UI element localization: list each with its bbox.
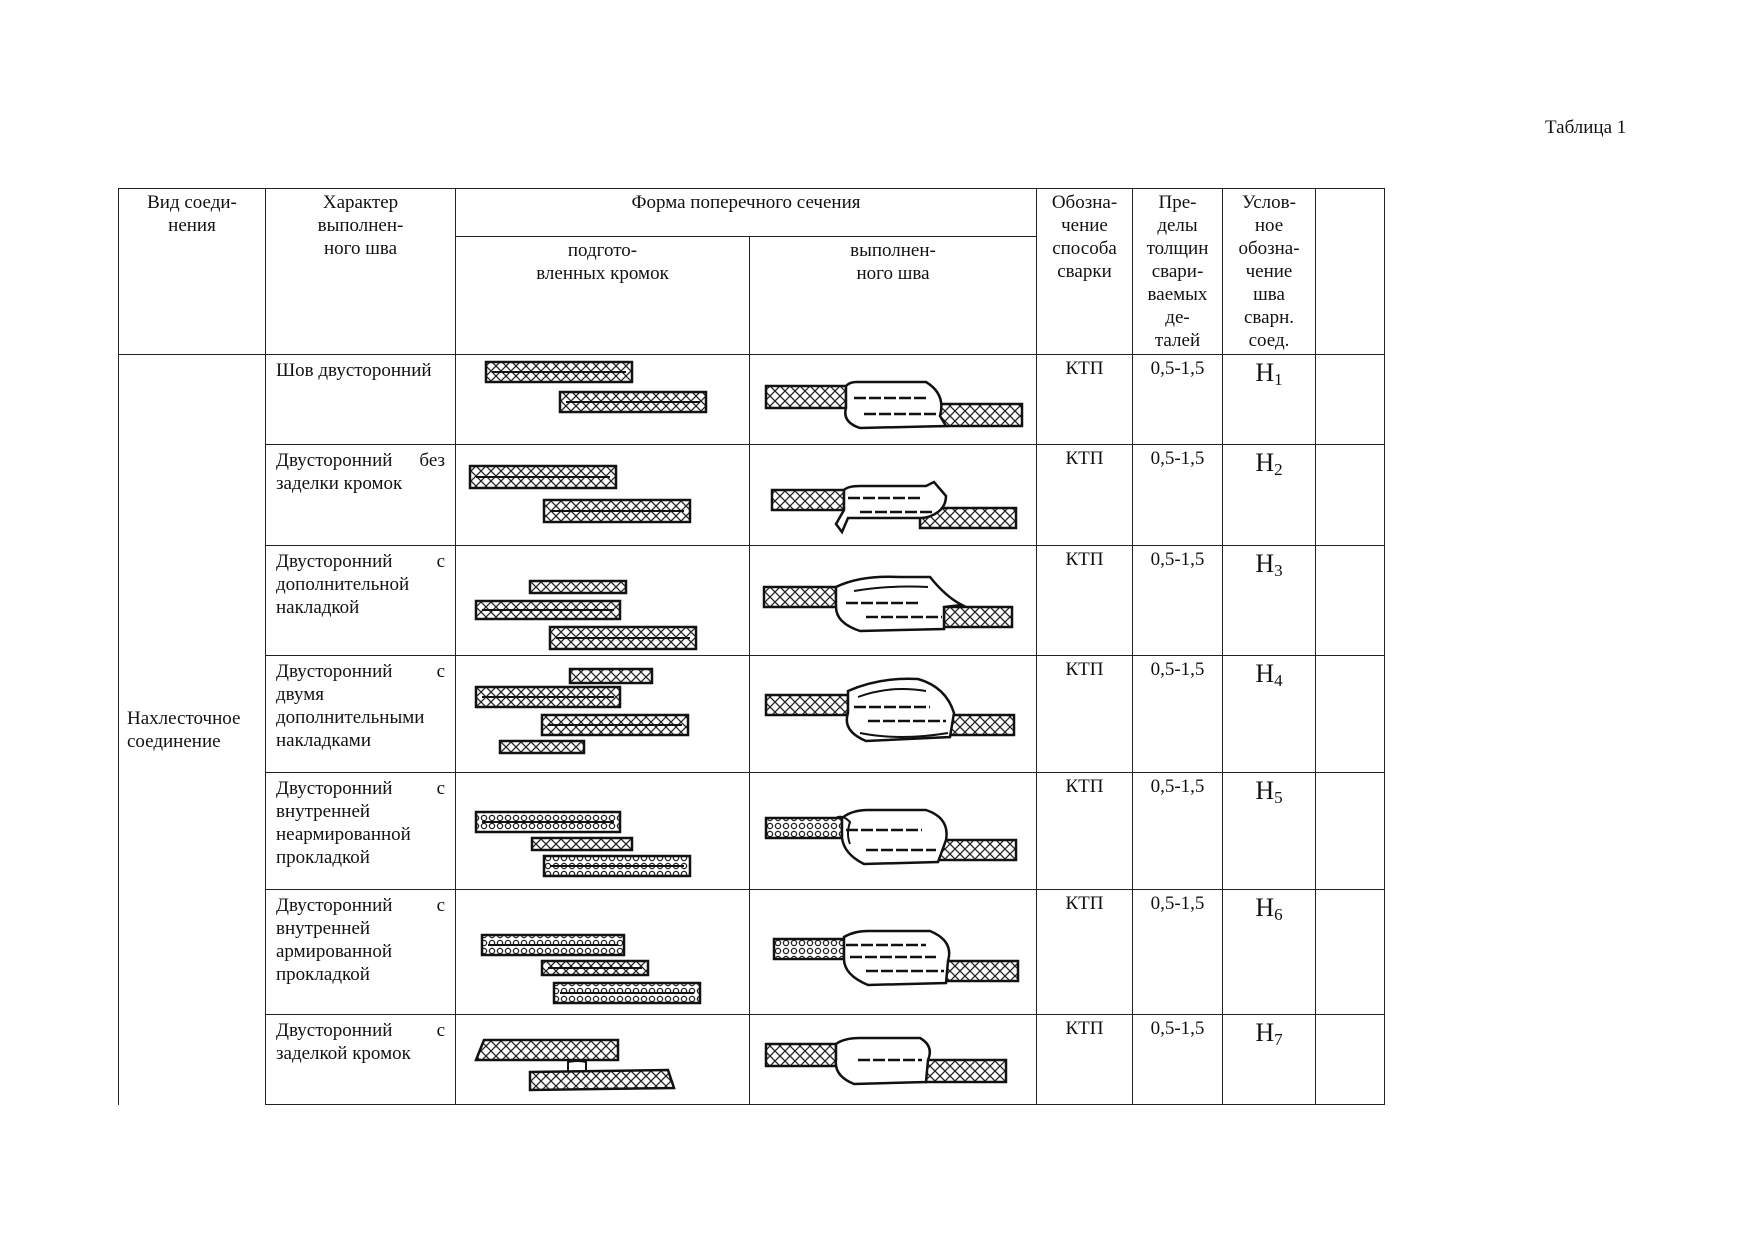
seam-symbol: $Н_7$ <box>1223 1015 1316 1105</box>
prepared-edges-drawing <box>456 546 750 656</box>
empty-cell <box>1316 773 1385 890</box>
header-finished-seam: выполнен- ного шва <box>750 237 1037 355</box>
method-cell: КТП <box>1037 656 1133 773</box>
finished-seam-drawing <box>750 355 1037 445</box>
table-row <box>119 546 1385 656</box>
thickness-range-cell: 0,5-1,5 <box>1133 445 1223 546</box>
header-method: Обозна- чение способа сварки <box>1037 189 1133 355</box>
seam-nature: Двусторонний с дополнительной накладкой <box>266 546 456 656</box>
empty-cell <box>1316 445 1385 546</box>
table-row <box>119 1015 1385 1105</box>
empty-cell <box>1316 656 1385 773</box>
thickness-range-cell: 0,5-1,5 <box>1133 546 1223 656</box>
thickness-range-cell: 0,5-1,5 <box>1133 890 1223 1015</box>
header-empty <box>1316 189 1385 355</box>
header-thickness: Пре- делы толщин свари- ваемых де- талей <box>1133 189 1223 355</box>
finished-seam-drawing <box>750 773 1037 890</box>
header-joint-type: Вид соеди- нения <box>119 189 266 355</box>
finished-seam-drawing <box>750 445 1037 546</box>
seam-nature: Двусторонний без заделки кромок <box>266 445 456 546</box>
seam-symbol: $Н_1$ <box>1223 355 1316 445</box>
prepared-edges-drawing <box>456 1015 750 1105</box>
empty-cell <box>1316 1015 1385 1105</box>
header-seam-nature: Характер выполнен- ного шва <box>266 189 456 355</box>
method-cell: КТП <box>1037 546 1133 656</box>
table-row <box>119 890 1385 1015</box>
finished-seam-drawing <box>750 1015 1037 1105</box>
prepared-edges-drawing <box>456 355 750 445</box>
seam-nature: Двусторонний с двумя дополнительными накладками <box>266 656 456 773</box>
finished-seam-drawing <box>750 546 1037 656</box>
seam-symbol: $Н_5$ <box>1223 773 1316 890</box>
empty-cell <box>1316 546 1385 656</box>
finished-seam-drawing <box>750 890 1037 1015</box>
table-caption: Таблица 1 <box>1545 117 1627 138</box>
seam-nature: Двусторонний с заделкой кромок <box>266 1015 456 1105</box>
table-row <box>119 656 1385 773</box>
welding-joints-table <box>118 188 1385 1105</box>
prepared-edges-drawing <box>456 445 750 546</box>
thickness-range-cell: 0,5-1,5 <box>1133 1015 1223 1105</box>
prepared-edges-drawing <box>456 656 750 773</box>
empty-cell <box>1316 355 1385 445</box>
seam-symbol: $Н_3$ <box>1223 546 1316 656</box>
method-cell: КТП <box>1037 890 1133 1015</box>
thickness-range-cell: 0,5-1,5 <box>1133 355 1223 445</box>
method-cell: КТП <box>1037 1015 1133 1105</box>
seam-symbol: $Н_6$ <box>1223 890 1316 1015</box>
method-cell: КТП <box>1037 445 1133 546</box>
joint-kind: Нахлесточное соединение <box>119 355 266 1105</box>
seam-nature: Шов двусторонний <box>266 355 456 445</box>
seam-nature: Двусторонний с внутренней армированной прокладкой <box>266 890 456 1015</box>
seam-symbol: $Н_4$ <box>1223 656 1316 773</box>
seam-symbol: $Н_2$ <box>1223 445 1316 546</box>
thickness-range-cell: 0,5-1,5 <box>1133 773 1223 890</box>
header-symbol: Услов- ное обозна- чение шва сварн. соед. <box>1223 189 1316 355</box>
table-row <box>119 773 1385 890</box>
prepared-edges-drawing <box>456 890 750 1015</box>
method-cell: КТП <box>1037 773 1133 890</box>
header-prepared-edges: подгото- вленных кромок <box>456 237 750 355</box>
header-cross-section: Форма поперечного сечения <box>456 189 1037 237</box>
seam-nature: Двусторонний с внутренней неармированной прокладкой <box>266 773 456 890</box>
thickness-range-cell: 0,5-1,5 <box>1133 656 1223 773</box>
method-cell: КТП <box>1037 355 1133 445</box>
prepared-edges-drawing <box>456 773 750 890</box>
table-row <box>119 445 1385 546</box>
finished-seam-drawing <box>750 656 1037 773</box>
table-row <box>119 355 1385 445</box>
empty-cell <box>1316 890 1385 1015</box>
